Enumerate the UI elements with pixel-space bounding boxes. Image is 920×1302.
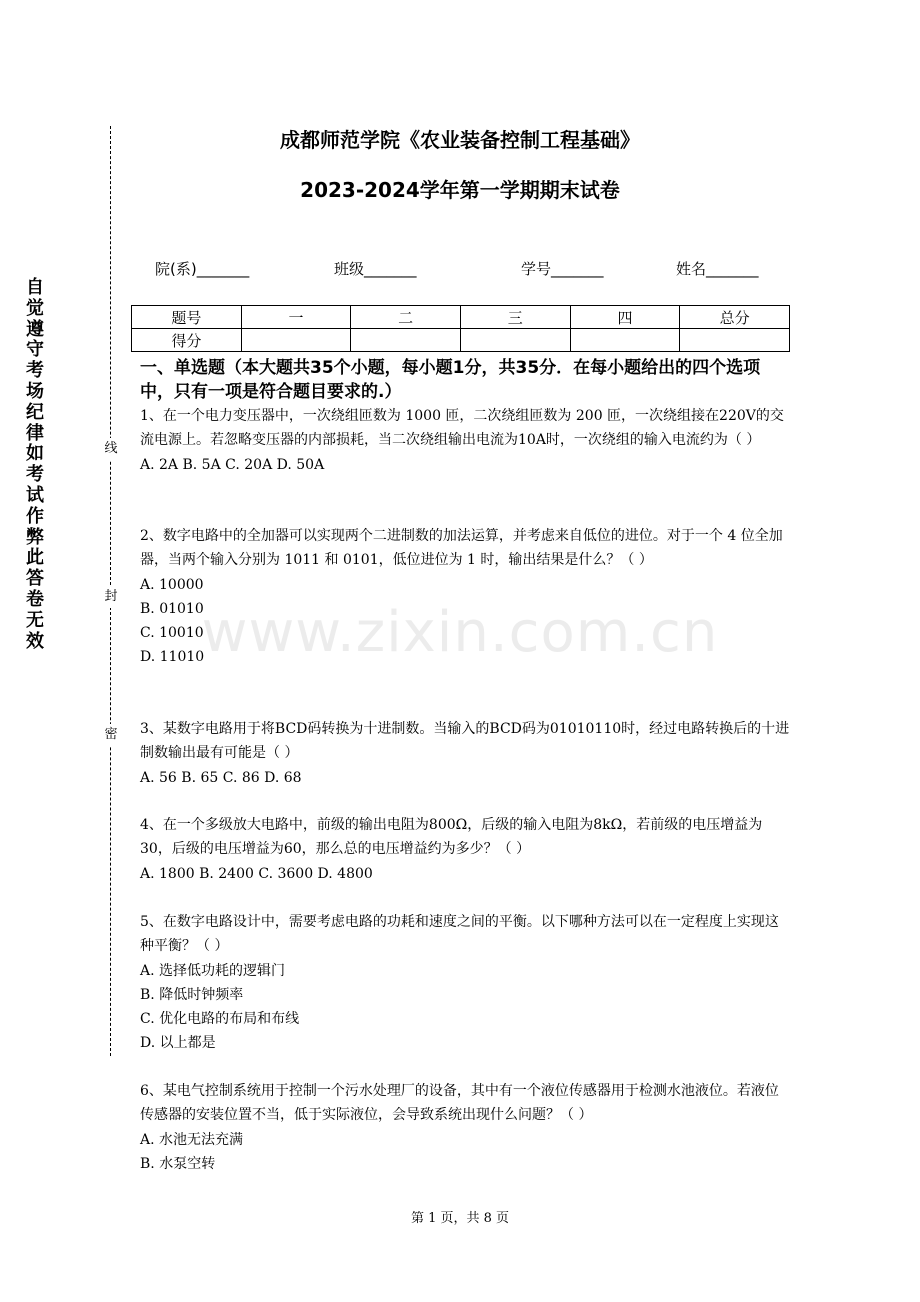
question-option: C. 优化电路的布局和布线 (140, 1011, 300, 1028)
question-option: A. 水池无法充满 (140, 1131, 244, 1148)
score-cell (241, 329, 351, 352)
name-field: 姓名_______ (676, 260, 759, 278)
section-heading: 一、单选题（本大题共35个小题，每小题1分，共35分．在每小题给出的四个选项中，只有一项是符合题目要求的.） (140, 358, 761, 402)
question-2 (140, 524, 792, 670)
question-6 (140, 1079, 792, 1176)
question-3 (140, 717, 792, 790)
question-stem: 4、在一个多级放大电路中，前级的输出电阻为800Ω，后级的输入电阻为8kΩ，若前级的电压增益为30，后级的电压增益为60，那么总的电压增益约为多少？（ ） (140, 817, 763, 858)
question-stem: 5、在数字电路设计中，需要考虑电路的功耗和速度之间的平衡。以下哪种方法可以在一定程度上实现这种平衡？（ ） (140, 914, 779, 955)
question-option: B. 水泵空转 (140, 1155, 216, 1172)
question-stem: 6、某电气控制系统用于控制一个污水处理厂的设备，其中有一个液位传感器用于检测水池液位。若液位传感器的安装位置不当，低于实际液位，会导致系统出现什么问题？（ ） (140, 1083, 779, 1124)
question-stem: 2、数字电路中的全加器可以实现两个二进制数的加法运算，并考虑来自低位的进位。对于一个 4 位全加器，当两个输入分别为 1011 和 0101，低位进位为 1 时，输出结果是什么？（ ） (140, 528, 783, 569)
question-options: A. 1800 B. 2400 C. 3600 D. 4800 (140, 865, 373, 882)
page-footer: 第 1 页，共 8 页 (410, 1211, 510, 1226)
question-option: A. 选择低功耗的逻辑门 (140, 962, 286, 979)
watermark: www.zixin.com.cn (201, 600, 719, 665)
question-option: B. 01010 (140, 600, 204, 617)
header-cell: 二 (351, 306, 461, 329)
question-options: A. 2A B. 5A C. 20A D. 50A (140, 456, 325, 473)
header-cell: 题号 (132, 306, 242, 329)
score-cell (570, 329, 680, 352)
score-table (131, 305, 790, 352)
exam-rules-notice: 自觉遵守考场纪律如考试作弊此答卷无效 (26, 277, 44, 652)
score-table-score-row (132, 329, 790, 352)
seal-mark-line: 线 (101, 438, 121, 460)
question-5 (140, 910, 792, 1056)
question-option: D. 以上都是 (140, 1035, 216, 1052)
question-stem: 1、在一个电力变压器中，一次绕组匝数为 1000 匝，二次绕组匝数为 200 匝，一次绕组接在220V的交流电源上。若忽略变压器的内部损耗，当二次绕组输出电流为10A时，一次绕组的输入电流约为（ ） (140, 408, 784, 449)
header-cell: 一 (241, 306, 351, 329)
score-cell (460, 329, 570, 352)
question-option: D. 11010 (140, 649, 205, 666)
exam-title-term: 2023-2024学年第一学期期末试卷 (300, 178, 620, 202)
question-4 (140, 813, 792, 886)
score-row-label: 得分 (132, 329, 242, 352)
question-option: B. 降低时钟频率 (140, 986, 244, 1003)
score-table-header-row (132, 306, 790, 329)
question-1 (140, 404, 792, 477)
seal-mark-secret: 密 (101, 724, 121, 746)
header-cell: 三 (460, 306, 570, 329)
seal-mark-seal: 封 (101, 586, 121, 608)
question-option: C. 10010 (140, 625, 204, 642)
question-option: A. 10000 (140, 576, 204, 593)
header-cell: 四 (570, 306, 680, 329)
header-cell: 总分 (680, 306, 790, 329)
score-cell (680, 329, 790, 352)
score-cell (351, 329, 461, 352)
question-options: A. 56 B. 65 C. 86 D. 68 (140, 769, 302, 786)
question-stem: 3、某数字电路用于将BCD码转换为十进制数。当输入的BCD码为01010110时，经过电路转换后的十进制数输出最有可能是（ ） (140, 721, 790, 762)
department-field: 院(系)_______ (155, 260, 250, 278)
class-field: 班级_______ (334, 260, 417, 278)
student-id-field: 学号_______ (521, 260, 604, 278)
exam-title-school: 成都师范学院《农业装备控制工程基础》 (280, 128, 640, 152)
